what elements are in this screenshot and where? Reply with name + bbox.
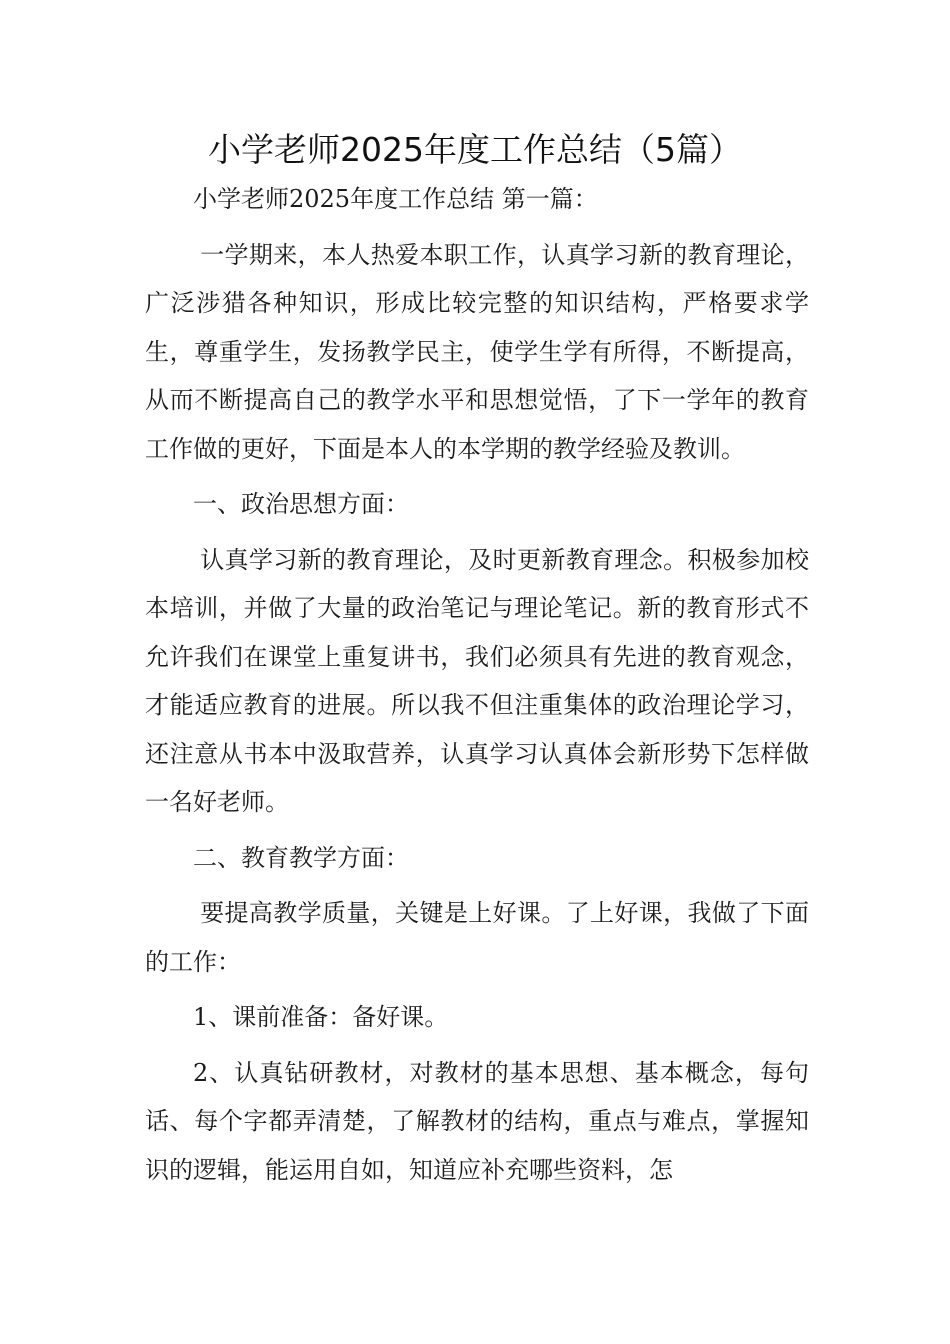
document-title: 小学老师2025年度工作总结（5篇）	[208, 130, 742, 169]
list-item-1: 1、课前准备：备好课。	[193, 1003, 449, 1031]
document-body	[145, 175, 809, 1201]
paragraph-teaching: 要提高教学质量，关键是上好课。了上好课，我做了下面的工作：	[145, 899, 809, 976]
section-heading-teaching: 二、教育教学方面：	[193, 843, 409, 872]
section-heading-politics: 一、政治思想方面：	[193, 490, 409, 518]
list-item-2: 2、认真钻研教材，对教材的基本思想、基本概念，每句话、每个字都弄清楚，了解教材的结构，重点与难点，掌握知识的逻辑，能运用自如，知道应补充哪些资料，怎	[145, 1058, 809, 1184]
paragraph-intro: 一学期来，本人热爱本职工作，认真学习新的教育理论，广泛涉猎各种知识，形成比较完整的知识结构，严格要求学生，尊重学生，发扬教学民主，使学生学有所得，不断提高，从而不断提高自己的教学水平和思想觉悟，了下一学年的教育工作做的更好，下面是本人的本学期的教学经验及教训。	[145, 240, 809, 463]
section-heading-first: 小学老师2025年度工作总结 第一篇：	[193, 185, 598, 213]
paragraph-politics: 认真学习新的教育理论，及时更新教育理念。积极参加校本培训，并做了大量的政治笔记与理论笔记。新的教育形式不允许我们在课堂上重复讲书，我们必须具有先进的教育观念，才能适应教育的进展。所以我不但注重集体的政治理论学习，还注意从书本中汲取营养，认真学习认真体会新形势下怎样做一名好老师。	[145, 545, 809, 816]
